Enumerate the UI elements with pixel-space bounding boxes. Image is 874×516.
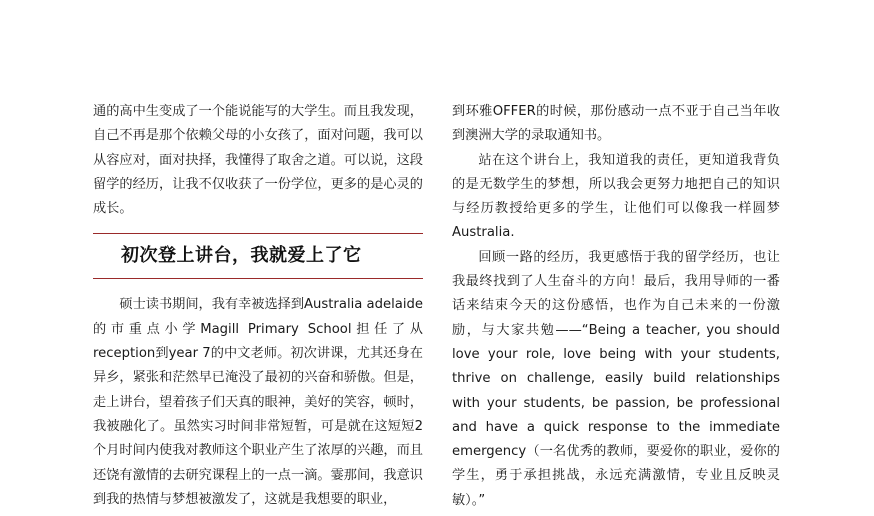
left-column — [93, 100, 423, 512]
intro-paragraph: 通的高中生变成了一个能说能写的大学生。而且我发现，自己不再是那个依赖父母的小女孩了，面对问题，我可以从容应对，面对抉择，我懂得了取舍之道。可以说，这段留学的经历，让我不仅收获了一份学位，更多的是心灵的成长。 — [93, 104, 423, 217]
section-heading: 初次登上讲台，我就爱上了它 — [121, 245, 362, 267]
right-paragraph-3: 回顾一路的经历，我更感悟于我的留学经历，也让我最终找到了人生奋斗的方向！最后，我用导师的一番话来结束今天的这份感悟，也作为自己未来的一份激励，与大家共勉——“Being a teacher, you should love your role, love being with your students, thrive on challenge, easily build relationships with your students, be passion, be professional and have a quick response to the immediate emergency（一名优秀的教师，要爱你的职业，爱你的学生，勇于承担挑战，永远充满激情，专业且反映灵敏）。” — [452, 249, 780, 508]
right-paragraph-1: 到环雅OFFER的时候，那份感动一点不亚于自己当年收到澳洲大学的录取通知书。 — [452, 104, 780, 144]
section-paragraph: 硕士读书期间，我有幸被选择到Australia adelaide的市重点小学Magill Primary School担任了从reception到year 7的中文老师。初次讲课，尤其还身在异乡，紧张和茫然早已淹没了最初的兴奋和骄傲。但是，走上讲台，望着孩子们天真的眼神，美好的笑容，顿时，我被融化了。虽然实习时间非常短暂，可是就在这短短2个月时间内使我对教师这个职业产生了浓厚的兴趣，而且还饶有激情的去研究课程上的一点一滴。霎那间，我意识到我的热情与梦想被激发了，这就是我想要的职业， — [93, 297, 423, 507]
right-column — [452, 100, 780, 513]
section-heading-box — [93, 233, 423, 279]
right-paragraph-2: 站在这个讲台上，我知道我的责任，更知道我背负的是无数学生的梦想，所以我会更努力地把自己的知识与经历教授给更多的学生，让他们可以像我一样圆梦Australia. — [452, 152, 780, 241]
